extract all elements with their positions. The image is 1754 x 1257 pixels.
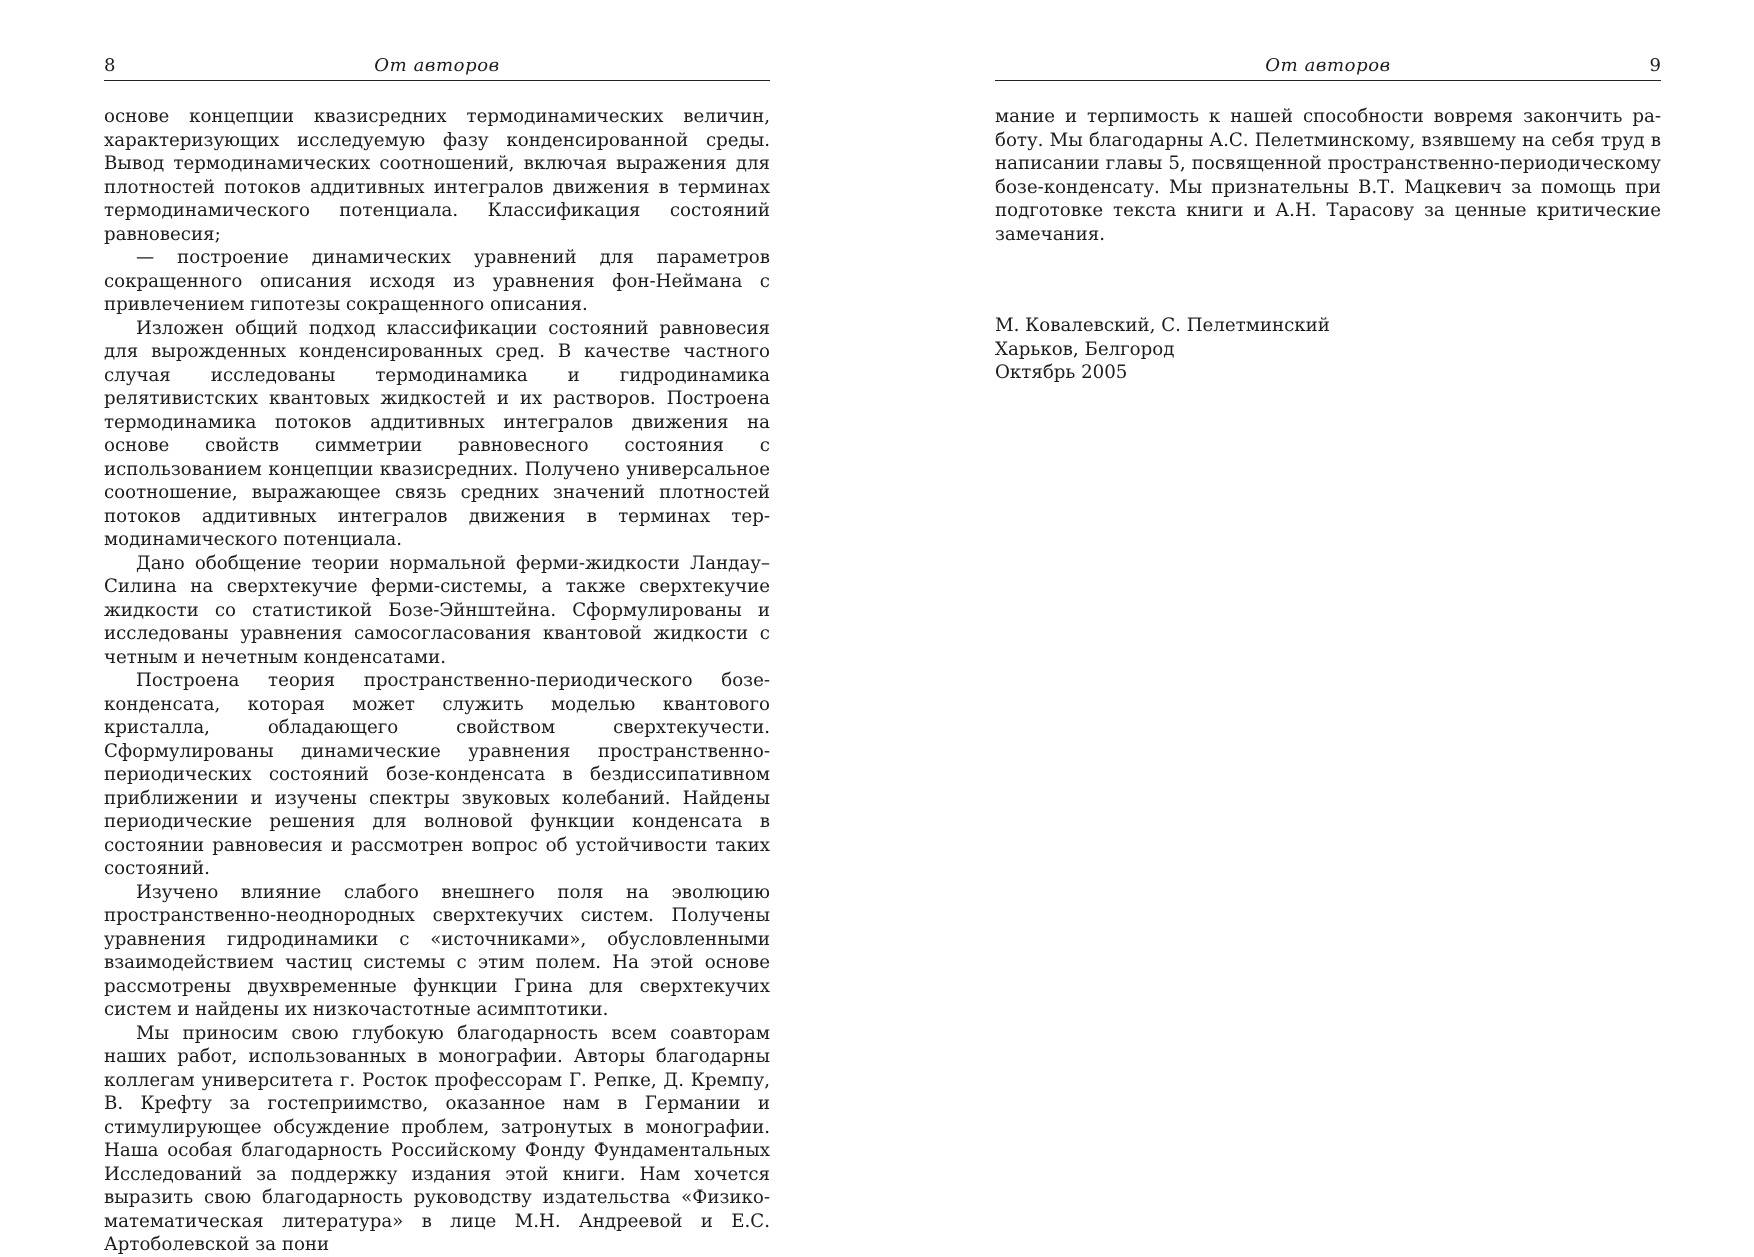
signature-cities: Харьков, Белгород	[995, 338, 1175, 360]
signature-date: Октябрь 2005	[995, 362, 1128, 384]
page-number-left: 8	[104, 55, 116, 76]
paragraph: основе концепции квазисредних термодинамических величин, характеризующих исследуемую фазу конденсированной среды. Вывод термодинамических соотношений, включая выражения для плотностей потоков аддитивных интегралов движения в терминах термодинамического потенциала. Классификация состояний равновесия;	[104, 106, 770, 245]
paragraph: Мы приносим свою глубокую благодарность всем соавторам наших работ, использованных в монографии. Авторы благодарны коллегам университета г. Росток профессорам Г. Репке, Д. Кремпу, В. Крефту за гостеприимство, оказанное нам в Германии и стимулирующее обсуждение проблем, затронутых в монографии. Наша особая благодарность Российскому Фонду Фундаментальных Исследований за поддержку издания этой книги. Нам хочется выразить свою благодарность руководству издательства «Физико-математическая литература» в лице М.Н. Андреевой и Е.С. Артоболевской за пони	[104, 1022, 770, 1256]
paragraph: — построение динамических уравнений для параметров сокращенного описания исходя из уравнения фон-Неймана с привлечением гипотезы сокращенного описания.	[104, 247, 770, 316]
paragraph: Дано обобщение теории нормальной ферми-жидкости Ландау–Силина на сверхтекучие ферми-системы, а также сверхтекучие жидкости со статистикой Бозе-Эйнштейна. Сформулированы и исследованы уравнения самосогласования квантовой жидкости с четным и нечетным конденсатами.	[104, 552, 770, 668]
left-body-text	[104, 105, 770, 1257]
paragraph: Изучено влияние слабого внешнего поля на эволюцию пространственно-неоднородных сверхтекучих систем. Получены уравнения гидродинамики с «источниками», обусловленными взаимодействием частиц системы с этим полем. На этой основе рассмотрены двухвременные функции Грина для сверхтекучих систем и найдены их низкочастотные асимптотики.	[104, 881, 770, 1021]
header-rule-right	[995, 80, 1661, 81]
paragraph: Построена теория пространственно-периодического бозе-конденсата, которая может служить моделью квантового кристалла, обладающего свойством сверхтекучести. Сформулированы динамические уравнения пространственно-периодических состояний бозе-конденсата в бездиссипативном приближении и изучены спектры звуковых колебаний. Найдены периодические решения для волновой функции конденсата в состоянии равновесия и рассмотрен вопрос об устойчивости таких состояний.	[104, 670, 770, 880]
right-body-text	[995, 105, 1661, 246]
left-page	[104, 0, 770, 1257]
header-rule-left	[104, 80, 770, 81]
paragraph: мание и терпимость к нашей способности вовремя закончить работу. Мы благодарны А.С. Пелетминскому, взявшему на себя труд в написании главы 5, посвященной пространственно-периодическому бозе-конденсату. Мы признательны В.Т. Мацкевич за помощь при подготовке текста книги и А.Н. Тарасову за ценные критические замечания.	[995, 106, 1661, 245]
signature-authors: М. Ковалевский, С. Пелетминский	[995, 315, 1330, 337]
running-head-right	[995, 56, 1661, 76]
signature-block	[995, 314, 1661, 385]
paragraph: Изложен общий подход классификации состояний равновесия для вырожденных конденсированных сред. В качестве частного случая исследованы термодинамика и гидродинамика релятивистских квантовых жидкостей и их растворов. Построена термодинамика потоков аддитивных интегралов движения на основе свойств симметрии равновесного состояния с использованием концепции квазисредних. Получено универсальное соотношение, выражающее связь средних значений плотностей потоков аддитивных интегралов движения в терминах термодинамического потенциала.	[104, 317, 770, 551]
running-title-right: От авторов	[1265, 55, 1391, 76]
right-page	[995, 0, 1661, 385]
running-title-left: От авторов	[374, 55, 500, 76]
running-head-left	[104, 56, 770, 76]
page-number-right: 9	[1649, 55, 1661, 76]
